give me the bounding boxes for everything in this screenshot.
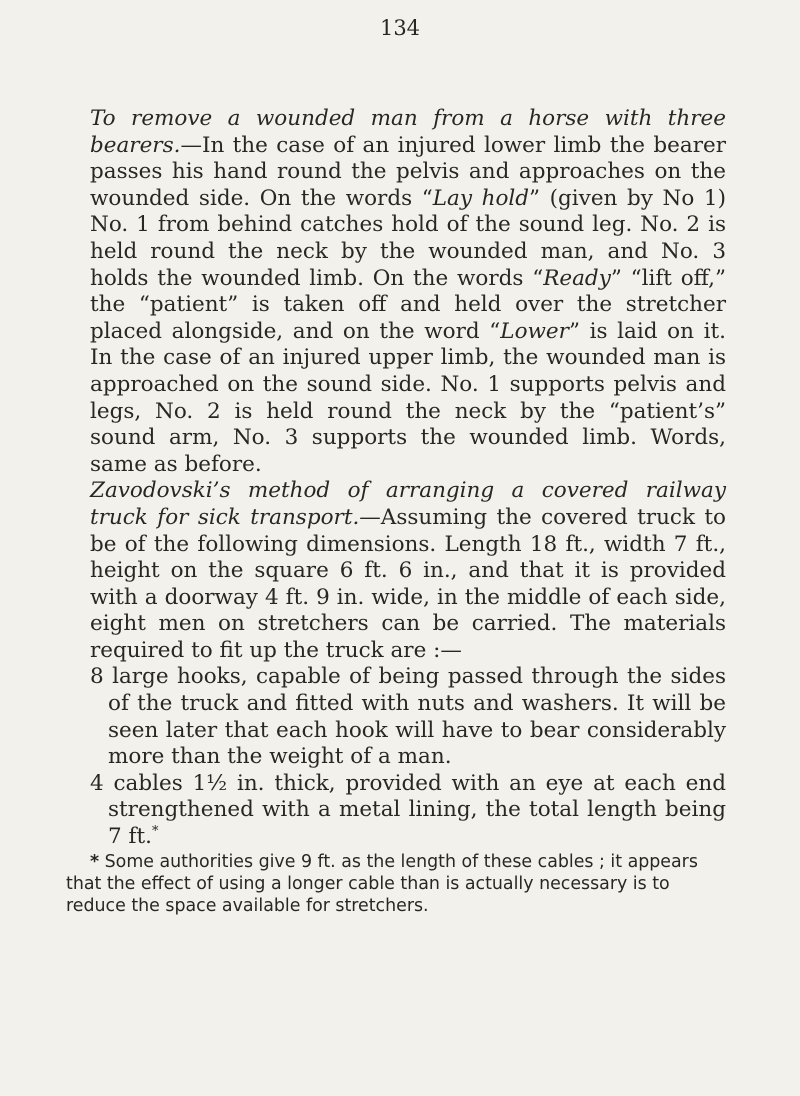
footnote xyxy=(66,851,726,917)
command-lay-hold: Lay hold xyxy=(432,185,530,211)
paragraph-text: ” “lift off,” the “patient” is taken off and held over the stretcher placed alongside, and on the word “ xyxy=(90,265,726,344)
page-body xyxy=(66,106,726,917)
paragraph-text: —In the case of an injured lower limb the bearer passes his hand round the pelvis and approaches on the wounded side. On the words “ xyxy=(90,132,726,211)
paragraph-railway-truck xyxy=(90,478,726,664)
command-lower: Lower xyxy=(500,318,569,344)
list-item-cables xyxy=(66,771,726,851)
list-item-text: 4 cables 1½ in. thick, provided with an eye at each end strengthened with a metal lining, the total length being 7 ft. xyxy=(90,770,726,850)
paragraph-text: —Assuming the covered truck to be of the following dimensions. Length 18 ft., width 7 ft., height on the square 6 ft. 6 in., and that it is provided with a doorway 4 ft. 9 in. wide, in the middle of each side, eight men on stretchers can be carried. The materials required to fit up the truck are :— xyxy=(90,504,726,663)
command-ready: Ready xyxy=(543,265,611,291)
paragraph-text: ” (given by No 1) No. 1 from behind catches hold of the sound leg. No. 2 is held round the neck by the wounded man, and No. 3 holds the wounded limb. On the words “ xyxy=(90,185,726,291)
section-heading-horse: To remove a wounded man from a horse with three bearers. xyxy=(90,106,726,158)
list-item-hooks: 8 large hooks, capable of being passed through the sides of the truck and fitted with nuts and washers. It will be seen later that each hook will have to bear considerably more than the weight of a man. xyxy=(90,664,726,770)
section-heading-railway: Zavodovski’s method of arranging a covered railway truck for sick transport. xyxy=(90,478,726,530)
footnote-reference: * xyxy=(151,823,159,839)
paragraph-text: ” is laid on it. In the case of an injured upper limb, the wounded man is approached on the sound side. No. 1 supports pelvis and legs, No. 2 is held round the neck by the “patient’s” sound arm, No. 3 supports the wounded limb. Words, same as before. xyxy=(90,318,726,477)
footnote-mark: * xyxy=(90,851,100,872)
footnote-text: Some authorities give 9 ft. as the length of these cables ; it appears that the effect of using a longer cable than is actually necessary is to reduce the space available for stretchers. xyxy=(66,851,698,916)
page-number: 134 xyxy=(379,16,421,40)
paragraph-removal-from-horse xyxy=(90,106,726,478)
